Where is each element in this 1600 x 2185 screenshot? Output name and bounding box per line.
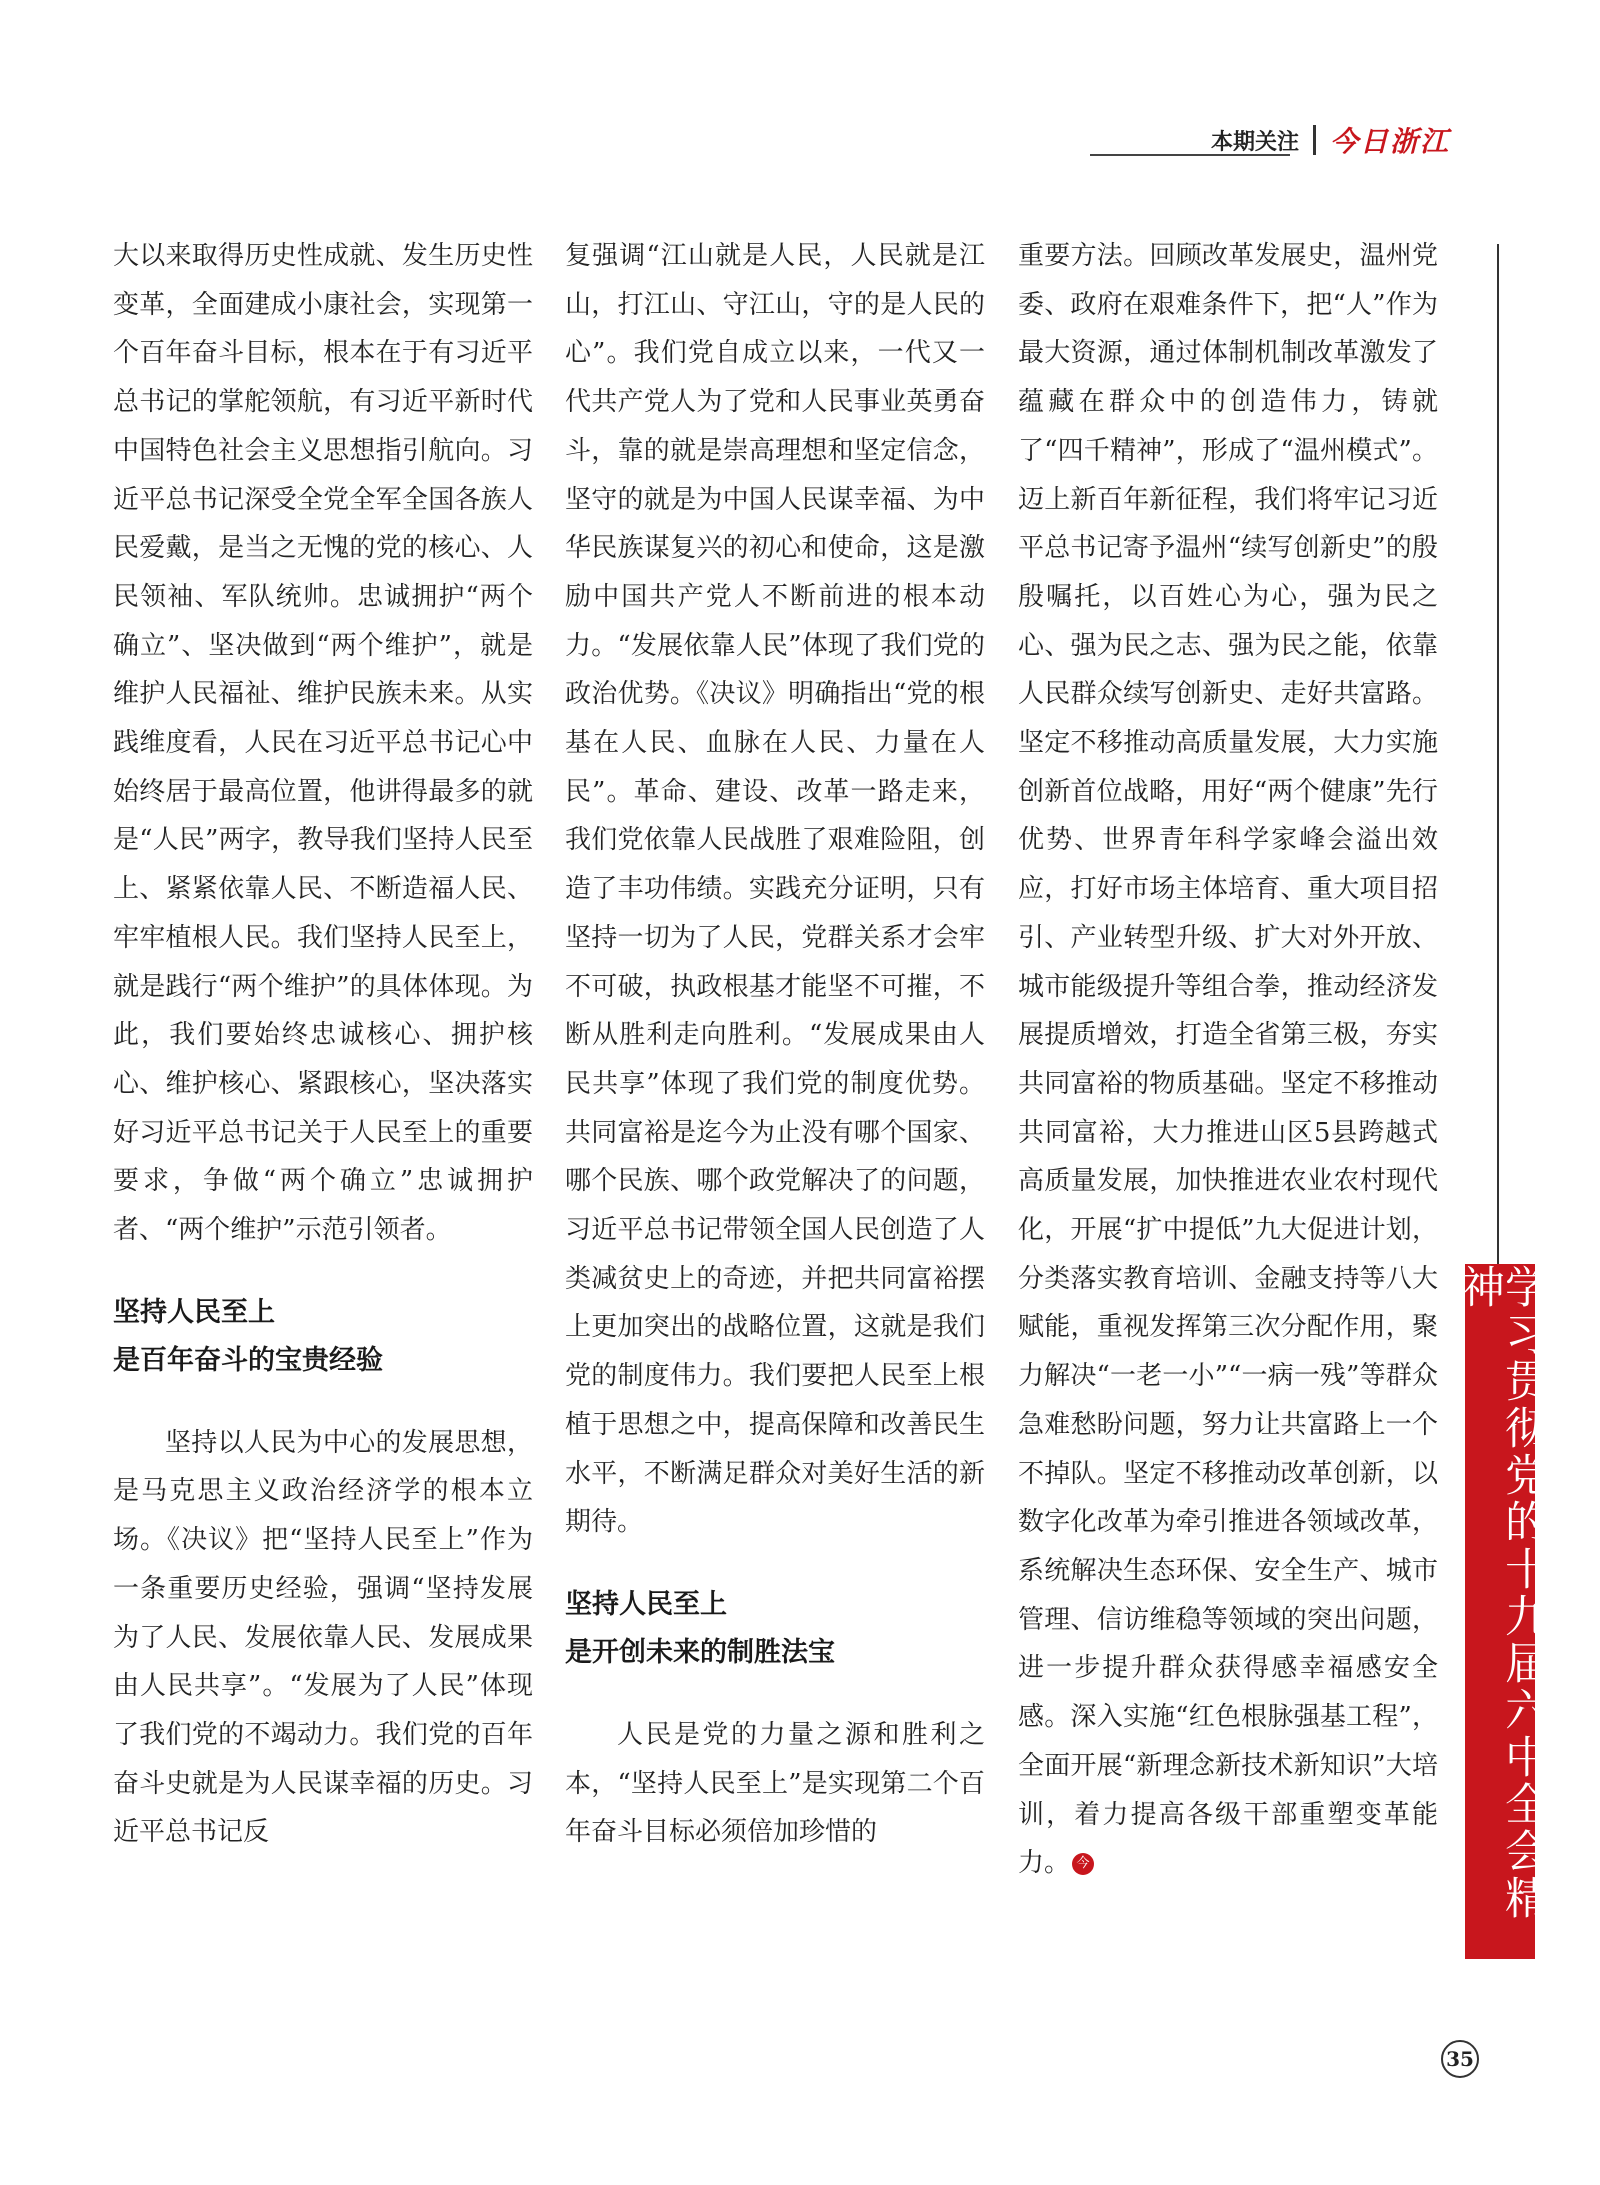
body-paragraph: 复强调“江山就是人民，人民就是江山，打江山、守江山，守的是人民的心”。我们党自成立以来，一代又一代共产党人为了党和人民事业英勇奋斗，靠的就是崇高理想和坚定信念，坚守的就是为中国人民谋幸福、为中华民族谋复兴的初心和使命，这是激励中国共产党人不断前进的根本动力。“发展依靠人民”体现了我们党的政治优势。《决议》明确指出“党的根基在人民、血脉在人民、力量在人民”。革命、建设、改革一路走来，我们党依靠人民战胜了艰难险阻，创造了丰功伟绩。实践充分证明，只有坚持一切为了人民，党群关系才会牢不可破，执政根基才能坚不可摧，不断从胜利走向胜利。“发展成果由人民共享”体现了我们党的制度优势。共同富裕是迄今为止没有哪个国家、哪个民族、哪个政党解决了的问题，习近平总书记带领全国人民创造了人类减贫史上的奇迹，并把共同富裕摆上更加突出的战略位置，这就是我们党的制度伟力。我们要把人民至上根植于思想之中，提高保障和改善民生水平，不断满足群众对美好生活的新期待。 <box>565 241 985 1538</box>
article-column-2 <box>565 232 985 1857</box>
article-column-1 <box>113 232 533 1857</box>
magazine-logo: 今日浙江 <box>1329 125 1450 158</box>
heading-line: 坚持人民至上 <box>113 1296 275 1328</box>
heading-line: 是开创未来的制胜法宝 <box>565 1636 835 1668</box>
sidebar-rule <box>1497 244 1499 1264</box>
heading-line: 坚持人民至上 <box>565 1588 727 1620</box>
heading-line: 是百年奋斗的宝贵经验 <box>113 1344 383 1376</box>
article-end-icon: 今 <box>1072 1853 1094 1875</box>
header-divider <box>1313 125 1316 155</box>
body-paragraph: 坚持以人民为中心的发展思想，是马克思主义政治经济学的根本立场。《决议》把“坚持人民至上”作为一条重要历史经验，强调“坚持发展为了人民、发展依靠人民、发展成果由人民共享”。“发展为了人民”体现了我们党的不竭动力。我们党的百年奋斗史就是为人民谋幸福的历史。习近平总书记反 <box>113 1427 533 1848</box>
article-column-3 <box>1018 232 1438 1888</box>
section-heading <box>565 1581 985 1677</box>
header-rule <box>1090 154 1290 156</box>
topic-banner <box>1453 1264 1548 1959</box>
body-paragraph: 人民是党的力量之源和胜利之本，“坚持人民至上”是实现第二个百年奋斗目标必须倍加珍惜的 <box>565 1719 985 1848</box>
body-paragraph: 大以来取得历史性成就、发生历史性变革，全面建成小康社会，实现第一个百年奋斗目标，根本在于有习近平总书记的掌舵领航，有习近平新时代中国特色社会主义思想指引航向。习近平总书记深受全党全军全国各族人民爱戴，是当之无愧的党的核心、人民领袖、军队统帅。忠诚拥护“两个确立”、坚决做到“两个维护”，就是维护人民福祉、维护民族未来。从实践维度看，人民在习近平总书记心中始终居于最高位置，他讲得最多的就是“人民”两字，教导我们坚持人民至上、紧紧依靠人民、不断造福人民、牢牢植根人民。我们坚持人民至上，就是践行“两个维护”的具体体现。为此，我们要始终忠诚核心、拥护核心、维护核心、紧跟核心，坚决落实好习近平总书记关于人民至上的重要要求，争做“两个确立”忠诚拥护者、“两个维护”示范引领者。 <box>113 241 533 1246</box>
section-heading <box>113 1289 533 1385</box>
topic-banner-text: 学习贯彻党的十九届六中全会精神 <box>1453 1264 1548 1922</box>
section-title: 本期关注 <box>1210 129 1299 155</box>
body-paragraph <box>1018 232 1438 1888</box>
paragraph-text: 重要方法。回顾改革发展史，温州党委、政府在艰难条件下，把“人”作为最大资源，通过体制机制改革激发了蕴藏在群众中的创造伟力，铸就了“四千精神”，形成了“温州模式”。迈上新百年新征程，我们将牢记习近平总书记寄予温州“续写创新史”的殷殷嘱托，以百姓心为心，强为民之心、强为民之志、强为民之能，依靠人民群众续写创新史、走好共富路。坚定不移推动高质量发展，大力实施创新首位战略，用好“两个健康”先行优势、世界青年科学家峰会溢出效应，打好市场主体培育、重大项目招引、产业转型升级、扩大对外开放、城市能级提升等组合拳，推动经济发展提质增效，打造全省第三极，夯实共同富裕的物质基础。坚定不移推动共同富裕，大力推进山区5县跨越式高质量发展，加快推进农业农村现代化，开展“扩中提低”九大促进计划，分类落实教育培训、金融支持等八大赋能，重视发挥第三次分配作用，聚力解决“一老一小”“一病一残”等群众急难愁盼问题，努力让共富路上一个不掉队。坚定不移推动改革创新，以数字化改革为牵引推进各领域改革，系统解决生态环保、安全生产、城市管理、信访维稳等领域的突出问题，进一步提升群众获得感幸福感安全感。深入实施“红色根脉强基工程”，全面开展“新理念新技术新知识”大培训，着力提高各级干部重塑变革能力。 <box>1018 241 1438 1879</box>
page-number: 35 <box>1441 2040 1479 2078</box>
